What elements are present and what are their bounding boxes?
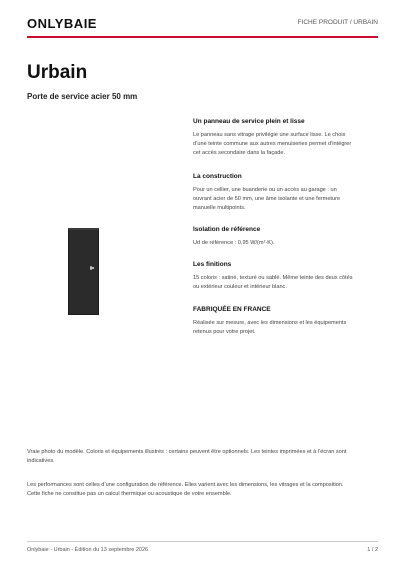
footer-edition: Onlybaie - Urbain - Édition du 13 septembre 2026 xyxy=(27,547,149,553)
door-handle-icon xyxy=(90,267,94,269)
section-text xyxy=(193,274,353,292)
section-text-line: Ud de référence : 0,95 W/(m²·K). xyxy=(193,240,275,246)
section-text xyxy=(193,131,351,158)
footer-divider xyxy=(27,541,378,542)
section-text-line: Le panneau sans vitrage privilégie une surface lisse. Le choix xyxy=(193,132,346,138)
product-subtitle: Porte de service acier 50 mm xyxy=(27,92,138,101)
section-made-in-france xyxy=(193,306,346,337)
section-text-line: retenus pour votre projet. xyxy=(193,329,256,335)
page-number: 1 / 2 xyxy=(367,547,378,553)
note-line: indicatives. xyxy=(27,458,55,464)
section-title: Isolation de référence xyxy=(193,226,261,233)
page-header xyxy=(27,14,378,34)
note-line: Cette fiche ne constitue pas un calcul thermique ou acoustique de votre ensemble. xyxy=(27,491,232,497)
note-line: Vraie photo du modèle. Coloris et équipements illustrés : certains peuvent être optionnels. Les teintes imprimées et à l’écran sont xyxy=(27,449,347,455)
section-text xyxy=(193,186,340,213)
section-construction xyxy=(193,173,340,213)
section-title: La construction xyxy=(193,173,242,180)
note-line: Les performances sont celles d’une configuration de référence. Elles varient avec les dimensions, les vitrages et la composition. xyxy=(27,482,344,488)
section-text-line: 15 coloris : satiné, texturé ou sablé. Même teinte des deux côtés xyxy=(193,275,353,281)
door-frame xyxy=(68,228,99,230)
section-text-line: Pour un cellier, une buanderie ou un accès au garage : un xyxy=(193,187,337,193)
section-text-line: ou extérieur couleur et intérieur blanc. xyxy=(193,284,287,290)
section-title: Les finitions xyxy=(193,261,232,268)
section-panel xyxy=(193,118,351,158)
section-text-line: manuelle multipoints. xyxy=(193,205,246,211)
section-title: FABRIQUÉE EN FRANCE xyxy=(193,306,271,313)
section-text-line: d’une teinte commune aux autres menuiseries permet d’intégrer xyxy=(193,141,352,147)
brand-logo: ONLYBAIE xyxy=(27,16,97,31)
document-section-label: FICHE PRODUIT / URBAIN xyxy=(297,19,378,26)
door-panel xyxy=(68,228,99,315)
section-finishes xyxy=(193,261,353,292)
section-text-line: cet accès secondaire dans la façade. xyxy=(193,150,286,156)
section-text-line: Réalisée sur mesure, avec les dimensions et les équipements xyxy=(193,320,347,326)
header-divider xyxy=(27,36,378,38)
section-text xyxy=(193,239,274,248)
section-text-line: ouvrant acier de 50 mm, une âme isolante et une fermeture xyxy=(193,196,341,202)
section-insulation xyxy=(193,226,274,248)
performance-disclaimer xyxy=(27,481,378,499)
product-photo xyxy=(68,228,99,315)
section-title: Un panneau de service plein et lisse xyxy=(193,118,305,125)
product-title: Urbain xyxy=(27,62,88,83)
photo-disclaimer xyxy=(27,448,378,466)
section-text xyxy=(193,319,346,337)
